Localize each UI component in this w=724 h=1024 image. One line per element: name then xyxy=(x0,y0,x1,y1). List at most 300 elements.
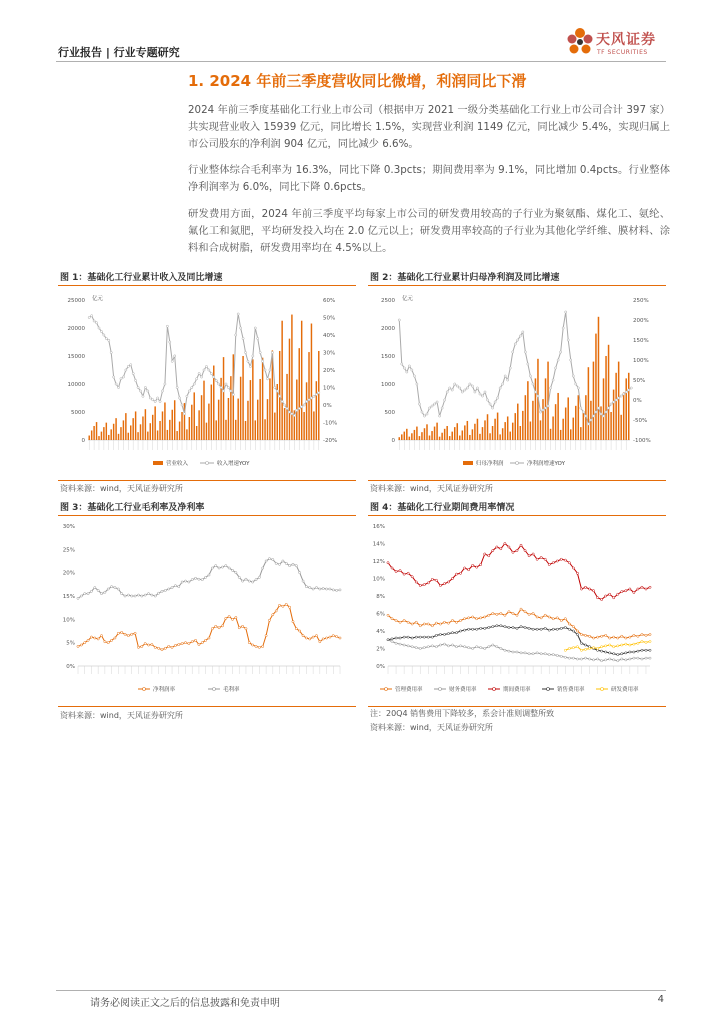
fig2-yoy-point xyxy=(600,413,602,415)
chart-profit-yoy xyxy=(368,288,666,480)
fig1-bar xyxy=(140,424,141,440)
fig2-bar xyxy=(535,378,537,440)
fig1-yoy-point xyxy=(159,400,161,402)
fig3-series-point-0 xyxy=(319,641,321,643)
fig3-series-point-1 xyxy=(144,594,146,596)
fig2-bar xyxy=(482,427,484,440)
fig1-bar xyxy=(152,415,153,440)
fig2-bar xyxy=(608,345,610,440)
fig2-bar xyxy=(565,408,567,440)
fig4-series-point-4 xyxy=(568,647,570,649)
fig4-series-point-3 xyxy=(617,654,619,656)
fig2-ytick-right: 250% xyxy=(633,298,649,304)
fig3-series-point-0 xyxy=(144,643,146,645)
fig1-ytick-left: 15000 xyxy=(67,354,85,360)
fig1-yoy-point xyxy=(257,337,259,339)
fig2-yoy-point xyxy=(479,393,481,395)
fig4-series-point-2 xyxy=(629,588,631,590)
fig1-yoy-point xyxy=(122,376,124,378)
fig1-bar xyxy=(198,410,199,440)
fig1-yoy-point xyxy=(215,379,217,381)
fig3-series-point-0 xyxy=(161,649,163,651)
fig4-series-point-0 xyxy=(399,621,401,623)
fig1-bar xyxy=(123,420,124,440)
fig3-series-point-1 xyxy=(97,589,99,591)
fig3-series-point-0 xyxy=(171,646,173,648)
fig1-yoy-point xyxy=(276,390,278,392)
fig3-series-point-1 xyxy=(134,595,136,597)
fig4-series-point-3 xyxy=(407,636,409,638)
fig4-series-point-1 xyxy=(395,642,397,644)
fig2-yoy-point xyxy=(567,339,569,341)
fig3-series-point-1 xyxy=(332,589,334,591)
fig3-series-point-1 xyxy=(205,576,207,578)
fig2-yoy-point xyxy=(590,419,592,421)
fig1-bar xyxy=(223,357,224,440)
fig2-yoy-point xyxy=(514,343,516,345)
fig2-bar xyxy=(459,436,461,440)
fig1-bar xyxy=(311,324,312,440)
fig3-series-point-1 xyxy=(161,590,163,592)
fig2-bar xyxy=(520,426,522,440)
fig2-yoy-point xyxy=(597,407,599,409)
fig2-bar xyxy=(484,420,486,440)
fig3-series-point-0 xyxy=(278,604,280,606)
fig4-series-point-0 xyxy=(443,621,445,623)
fig3-series-point-0 xyxy=(97,638,99,640)
fig4-series-point-2 xyxy=(532,553,534,555)
fig3-series-point-1 xyxy=(208,574,210,576)
fig4-series-point-0 xyxy=(605,634,607,636)
fig4-series-point-1 xyxy=(524,652,526,654)
fig1-yoy-point xyxy=(225,383,227,385)
fig4-series-point-2 xyxy=(504,542,506,544)
fig1-yoy-point xyxy=(103,334,105,336)
fig1-yoy-point xyxy=(188,390,190,392)
fig2-yoy-point xyxy=(587,423,589,425)
fig4-series-point-4 xyxy=(564,649,566,651)
paragraph-revenue: 2024 年前三季度基础化工行业上市公司（根据申万 2021 一级分类基础化工行业上市公司合计 397 家）共实现营业收入 15939 亿元，同比增长 1.5%，实现营业利润 1149 亿元，同比减少 5.4%，实现归属上市公司股东的净利润 904 亿元，同比减少 6.6%。 xyxy=(188,104,670,150)
fig2-yoy-point xyxy=(592,415,594,417)
fig4-series-point-3 xyxy=(540,628,542,630)
fig4-series-point-3 xyxy=(605,651,607,653)
fig1-yoy-point xyxy=(279,395,281,397)
fig2-yoy-point xyxy=(615,399,617,401)
brand-logo xyxy=(566,27,676,61)
fig1-legend-line-marker xyxy=(206,462,209,465)
fig4-series-point-3 xyxy=(496,625,498,627)
fig4-series-point-1 xyxy=(564,656,566,658)
fig3-series-point-0 xyxy=(241,625,243,627)
fig4-series-point-0 xyxy=(588,635,590,637)
figure-4-source: 资料来源：wind，天风证券研究所 xyxy=(370,723,493,732)
fig4-series-point-1 xyxy=(435,646,437,648)
fig4-series-point-0 xyxy=(528,613,530,615)
fig1-yoy-point xyxy=(313,395,315,397)
fig4-series-point-1 xyxy=(427,646,429,648)
fig4-series-point-3 xyxy=(548,629,550,631)
fig4-series-point-3 xyxy=(488,626,490,628)
fig2-yoy-point xyxy=(565,311,567,313)
fig4-series-point-2 xyxy=(403,573,405,575)
fig4-series-point-0 xyxy=(468,617,470,619)
fig1-bar xyxy=(147,432,148,440)
fig4-series-point-0 xyxy=(480,617,482,619)
fig1-bar xyxy=(247,401,248,440)
fig2-bar xyxy=(542,399,544,440)
fig4-series-point-3 xyxy=(528,627,530,629)
figure-4-bottom-rule xyxy=(368,706,666,707)
fig2-bar xyxy=(499,434,501,440)
fig4-series-point-2 xyxy=(500,548,502,550)
fig4-series-point-2 xyxy=(572,567,574,569)
figure-2-source: 资料来源：wind，天风证券研究所 xyxy=(370,484,493,493)
figure-2-rule xyxy=(368,285,666,286)
fig1-yoy-point xyxy=(154,400,156,402)
fig4-series-point-0 xyxy=(609,637,611,639)
fig3-series-point-1 xyxy=(299,572,301,574)
fig1-yoy-point xyxy=(203,369,205,371)
fig3-series-point-0 xyxy=(184,642,186,644)
fig2-bar xyxy=(618,362,620,440)
fig1-bar xyxy=(103,427,104,440)
fig1-yoy-point xyxy=(120,378,122,380)
fig2-yoy-point xyxy=(539,411,541,413)
fig1-bar xyxy=(301,321,302,440)
fig2-yoy-point xyxy=(560,351,562,353)
fig1-yoy-point xyxy=(315,393,317,395)
fig2-bar xyxy=(487,414,489,440)
fig4-series-point-4 xyxy=(649,640,651,642)
fig4-series-point-1 xyxy=(472,647,474,649)
fig2-bar xyxy=(424,428,426,440)
fig4-ytick: 4% xyxy=(376,629,385,635)
fig2-yoy-point xyxy=(433,403,435,405)
fig2-yoy-point xyxy=(575,383,577,385)
fig4-series-point-0 xyxy=(552,618,554,620)
fig1-bar xyxy=(98,436,99,440)
fig4-series-point-0 xyxy=(419,625,421,627)
fig2-ytick-right: 50% xyxy=(633,378,646,384)
fig4-series-point-1 xyxy=(609,658,611,660)
fig2-bar xyxy=(426,424,428,440)
fig3-series-point-1 xyxy=(258,576,260,578)
fig4-series-point-4 xyxy=(584,648,586,650)
fig4-series-point-0 xyxy=(508,611,510,613)
fig3-series-point-0 xyxy=(198,643,200,645)
fig1-yoy-point xyxy=(125,369,127,371)
fig4-series-point-1 xyxy=(476,646,478,648)
fig4-series-point-1 xyxy=(629,658,631,660)
fig4-series-point-1 xyxy=(459,645,461,647)
figure-4-rule xyxy=(368,515,666,516)
figure-3-rule xyxy=(58,515,356,516)
fig4-series-point-1 xyxy=(645,657,647,659)
fig1-yoy-point xyxy=(144,386,146,388)
fig2-bar xyxy=(628,373,630,440)
fig4-series-point-2 xyxy=(407,572,409,574)
fig4-series-point-4 xyxy=(601,646,603,648)
fig4-series-point-1 xyxy=(613,659,615,661)
fig3-series-point-0 xyxy=(127,635,129,637)
fig4-series-point-3 xyxy=(572,630,574,632)
fig3-series-point-0 xyxy=(178,643,180,645)
fig4-series-point-1 xyxy=(568,657,570,659)
fig2-bar xyxy=(431,431,433,440)
fig4-series-point-1 xyxy=(544,653,546,655)
fig4-legend-marker xyxy=(493,688,496,691)
fig4-series-point-2 xyxy=(584,586,586,588)
fig4-legend-marker xyxy=(439,688,442,691)
fig2-yoy-point xyxy=(418,403,420,405)
fig4-series-point-2 xyxy=(399,570,401,572)
fig4-series-point-0 xyxy=(617,637,619,639)
fig2-yoy-point xyxy=(439,415,441,417)
fig2-bar xyxy=(522,411,524,440)
fig2-bar xyxy=(615,373,617,440)
fig1-bar xyxy=(313,411,314,440)
figure-4-title: 图 4：基础化工行业期间费用率情况 xyxy=(370,503,515,513)
fig1-bar xyxy=(181,412,182,440)
fig4-series-point-0 xyxy=(427,623,429,625)
fig4-series-point-2 xyxy=(601,598,603,600)
fig4-series-point-3 xyxy=(601,650,603,652)
fig2-yoy-point xyxy=(580,407,582,409)
fig1-bar xyxy=(201,395,202,440)
fig4-series-point-3 xyxy=(415,636,417,638)
fig2-yoy-point xyxy=(411,369,413,371)
fig1-yoy-point xyxy=(227,386,229,388)
fig4-series-point-1 xyxy=(399,643,401,645)
fig4-series-point-1 xyxy=(484,647,486,649)
fig3-series-point-0 xyxy=(275,610,277,612)
fig1-bar xyxy=(191,405,192,440)
fig1-yoy-point xyxy=(178,397,180,399)
fig4-series-point-3 xyxy=(451,632,453,634)
fig4-series-point-3 xyxy=(645,649,647,651)
fig2-bar xyxy=(399,437,401,440)
fig1-yoy-point xyxy=(130,364,132,366)
fig1-bar xyxy=(142,416,143,440)
fig4-series-point-0 xyxy=(391,618,393,620)
fig4-series-point-0 xyxy=(544,614,546,616)
fig2-yoy-point xyxy=(446,391,448,393)
fig1-yoy-point xyxy=(193,383,195,385)
fig3-series-point-0 xyxy=(282,605,284,607)
fig2-bar xyxy=(472,429,474,440)
fig1-bar xyxy=(250,380,251,440)
fig4-legend-label: 财务费用率 xyxy=(449,687,477,693)
fig4-series-point-3 xyxy=(625,652,627,654)
fig4-series-point-1 xyxy=(605,659,607,661)
fig3-series-point-0 xyxy=(336,636,338,638)
fig3-series-point-1 xyxy=(121,593,123,595)
fig4-series-point-1 xyxy=(597,658,599,660)
fig4-series-point-1 xyxy=(641,658,643,660)
fig3-series-point-1 xyxy=(255,579,257,581)
fig4-series-point-3 xyxy=(387,639,389,641)
fig2-bar xyxy=(598,317,600,440)
fig2-bar xyxy=(540,420,542,440)
fig4-series-point-0 xyxy=(492,612,494,614)
fig4-series-point-1 xyxy=(391,640,393,642)
fig3-series-point-1 xyxy=(228,567,230,569)
fig3-series-point-1 xyxy=(252,581,254,583)
fig1-bar xyxy=(262,358,263,440)
fig1-yoy-point xyxy=(196,378,198,380)
fig4-series-point-1 xyxy=(403,644,405,646)
fig4-series-point-2 xyxy=(435,579,437,581)
fig4-series-point-0 xyxy=(484,616,486,618)
fig1-yoy-point xyxy=(100,330,102,332)
fig1-bar xyxy=(316,381,317,440)
fig4-series-point-0 xyxy=(637,635,639,637)
fig4-series-point-2 xyxy=(512,551,514,553)
fig3-series-point-1 xyxy=(178,586,180,588)
fig1-bar xyxy=(186,429,187,440)
fig3-series-point-1 xyxy=(218,567,220,569)
fig4-series-point-1 xyxy=(540,653,542,655)
fig1-bar xyxy=(203,381,204,440)
fig2-bar xyxy=(560,430,562,440)
fig3-series-point-1 xyxy=(221,566,223,568)
fig4-series-point-4 xyxy=(613,646,615,648)
fig1-bar xyxy=(135,411,136,440)
fig1-bar xyxy=(242,356,243,440)
fig4-legend-label: 期间费用率 xyxy=(503,687,531,693)
fig1-yoy-point xyxy=(91,315,93,317)
fig1-yoy-point xyxy=(208,369,210,371)
fig2-yoy-point xyxy=(451,389,453,391)
fig2-bar xyxy=(497,413,499,440)
fig2-ytick-left: 1000 xyxy=(381,382,395,388)
fig1-ytick-left: 25000 xyxy=(67,298,85,304)
fig2-yoy-point xyxy=(444,399,446,401)
fig3-series-point-0 xyxy=(141,645,143,647)
fig1-yoy-point xyxy=(186,395,188,397)
fig4-series-point-0 xyxy=(476,618,478,620)
fig1-yoy-point xyxy=(305,400,307,402)
fig1-yoy-point xyxy=(95,322,97,324)
fig2-yoy-point xyxy=(542,409,544,411)
fig3-series-point-1 xyxy=(238,576,240,578)
fig4-series-point-3 xyxy=(584,644,586,646)
fig4-series-point-1 xyxy=(576,658,578,660)
fig2-bar xyxy=(570,429,572,440)
fig3-series-point-0 xyxy=(252,644,254,646)
fig4-series-point-3 xyxy=(536,628,538,630)
fig2-bar xyxy=(625,378,627,440)
fig4-series-point-0 xyxy=(463,618,465,620)
fig2-bar xyxy=(404,432,406,440)
chart-gross-net-margin xyxy=(58,518,356,706)
fig2-bar xyxy=(477,419,479,440)
fig2-yoy-point xyxy=(549,387,551,389)
fig2-bar xyxy=(444,429,446,440)
fig1-bar xyxy=(230,376,231,440)
fig2-yoy-point xyxy=(426,413,428,415)
fig1-bar xyxy=(159,421,160,440)
fig2-bar xyxy=(457,423,459,440)
fig2-yoy-point xyxy=(517,339,519,341)
fig1-yoy-point xyxy=(183,413,185,415)
fig4-series-point-0 xyxy=(516,614,518,616)
fig1-bar xyxy=(252,359,253,440)
fig1-bar xyxy=(274,413,275,440)
page-number: 4 xyxy=(657,994,664,1005)
fig3-series-point-0 xyxy=(100,635,102,637)
fig2-yoy-point xyxy=(469,383,471,385)
fig3-series-point-0 xyxy=(312,636,314,638)
fig4-series-point-3 xyxy=(423,636,425,638)
fig1-yoy-point xyxy=(298,407,300,409)
fig3-series-point-0 xyxy=(124,633,126,635)
fig4-series-point-0 xyxy=(520,608,522,610)
fig2-bar xyxy=(411,433,413,440)
fig4-series-point-1 xyxy=(536,652,538,654)
fig2-bar xyxy=(462,430,464,440)
fig2-legend-line-marker xyxy=(516,462,519,465)
fig2-yoy-point xyxy=(544,407,546,409)
fig1-bar xyxy=(289,339,290,440)
fig4-series-point-3 xyxy=(580,642,582,644)
fig4-series-point-1 xyxy=(560,655,562,657)
fig2-bar xyxy=(552,416,554,440)
fig4-series-point-4 xyxy=(621,644,623,646)
fig2-yoy-point xyxy=(441,407,443,409)
fig2-bar xyxy=(474,424,476,440)
fig3-series-point-0 xyxy=(272,614,274,616)
fig3-series-point-1 xyxy=(84,593,86,595)
fig3-series-point-1 xyxy=(265,560,267,562)
fig4-series-point-3 xyxy=(556,628,558,630)
fig2-bar xyxy=(512,423,514,440)
fig1-yoy-point xyxy=(161,390,163,392)
fig4-series-point-2 xyxy=(552,562,554,564)
fig2-yoy-point xyxy=(401,363,403,365)
fig4-series-point-0 xyxy=(645,634,647,636)
fig1-bar xyxy=(125,413,126,440)
fig3-series-point-1 xyxy=(201,579,203,581)
fig4-series-point-3 xyxy=(455,632,457,634)
fig2-yoy-point xyxy=(524,351,526,353)
fig2-bar xyxy=(401,434,403,440)
fig1-bar xyxy=(91,430,92,440)
fig2-yoy-point xyxy=(484,391,486,393)
fig3-series-point-1 xyxy=(164,589,166,591)
fig3-series-point-1 xyxy=(268,558,270,560)
fig4-series-point-3 xyxy=(633,651,635,653)
fig4-series-point-2 xyxy=(492,549,494,551)
fig4-series-point-1 xyxy=(407,645,409,647)
fig1-yoy-point xyxy=(110,351,112,353)
fig1-yoy-point xyxy=(266,378,268,380)
fig4-series-point-3 xyxy=(649,649,651,651)
fig1-ytick-right: 20% xyxy=(323,368,336,374)
fig4-series-point-0 xyxy=(387,614,389,616)
fig4-series-point-2 xyxy=(617,593,619,595)
fig2-yoy-point xyxy=(620,395,622,397)
fig4-legend-label: 销售费用率 xyxy=(557,687,585,693)
fig1-yoy-point xyxy=(198,372,200,374)
fig1-bar xyxy=(179,422,180,440)
fig4-series-point-4 xyxy=(605,645,607,647)
fig4-series-point-1 xyxy=(584,657,586,659)
fig4-series-point-0 xyxy=(447,622,449,624)
fig4-series-point-0 xyxy=(560,619,562,621)
brand-sub: TF SECURITIES xyxy=(597,49,648,56)
fig4-series-point-3 xyxy=(520,626,522,628)
